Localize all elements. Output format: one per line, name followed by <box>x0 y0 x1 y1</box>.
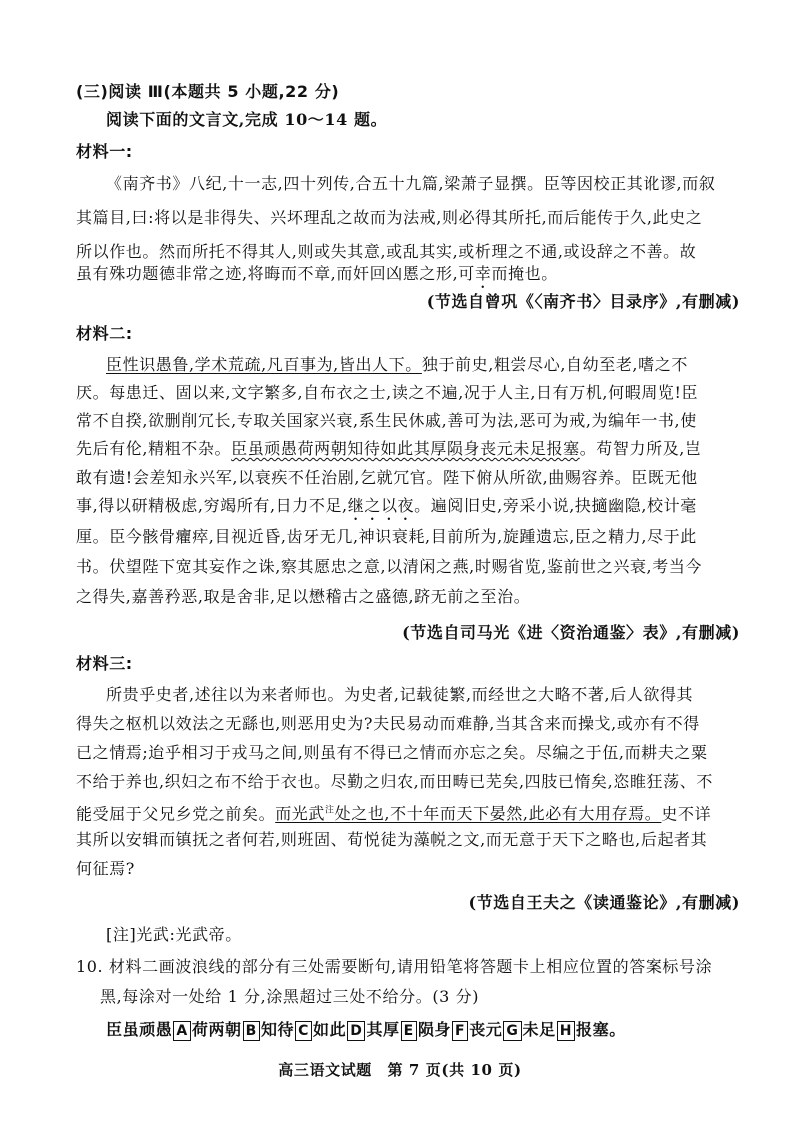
material3-line-2: 得失之枢机以效法之无繇也,则恶用史为?夫民易动而难静,当其含来而操戈,或亦有不得 <box>76 714 700 733</box>
material2-line-4 <box>76 437 702 461</box>
material2-line-6 <box>76 494 697 524</box>
material2-line-3: 常不自揆,欲删削冗长,专取关国家兴衰,系生民休戚,善可为法,恶可为戒,为编年一书,使 <box>76 411 697 430</box>
question10-line-1: 10. 材料二画波浪线的部分有三处需要断句,请用铅笔将答题卡上相应位置的答案标号涂 <box>76 957 713 976</box>
page-footer: 高三语文试题 第 7 页(共 10 页) <box>278 1061 522 1079</box>
segment: 未足 <box>522 1020 556 1039</box>
text-span: 虽有殊功题德非常之迹,将晦而不章,而奸回凶慝之形,可 <box>76 264 475 283</box>
material1-label: 材料一: <box>76 142 133 161</box>
answer-box-f[interactable]: F <box>452 1021 468 1041</box>
material2-line-7: 厘。臣今骸骨癯瘁,目视近昏,齿牙无几,神识衰耗,目前所为,旋踵遗忘,臣之精力,尽于此 <box>76 527 697 546</box>
footnote-mark: 注 <box>325 806 335 816</box>
material3-line-1: 所贵乎史者,述往以为来者师也。为史者,记载徒繁,而经世之大略不著,后人欲得其 <box>106 685 694 704</box>
material2-label: 材料二: <box>76 324 133 343</box>
material3-line-7: 何征焉? <box>76 859 135 878</box>
material2-line-5: 敢有遗!会差知永兴军,以衰疾不任治剧,乞就冗官。陛下俯从所欲,曲赐容养。臣既无他 <box>76 468 698 487</box>
material1-line-1: 《南齐书》八纪,十一志,四十列传,合五十九篇,梁萧子显撰。臣等因校正其讹谬,而叙 <box>106 174 716 193</box>
segment: 荷两朝 <box>191 1020 242 1039</box>
text-span: 史不详 <box>661 804 712 824</box>
segment: 报塞。 <box>576 1020 626 1039</box>
material2-line-2: 厌。每患迁、固以来,文字繁多,自布衣之士,读之不遍,况于人主,日有万机,何暇周览!臣 <box>76 383 699 402</box>
text-span: 能受屈于父兄乡党之前矣。 <box>76 804 276 824</box>
material3-source: (节选自王夫之《读通鉴论》,有删减) <box>468 893 740 912</box>
text-span: 先后有伦,精粗不杂。 <box>76 439 232 458</box>
question10-line-2: 黑,每涂对一处给 1 分,涂黑超过三处不给分。(3 分) <box>100 987 480 1006</box>
text-span: 。苟智力所及,岂 <box>579 439 702 458</box>
segment: 如此 <box>313 1020 347 1039</box>
material3-line-5 <box>76 799 711 826</box>
answer-box-g[interactable]: G <box>503 1021 521 1041</box>
text-span: 而掩也。 <box>491 264 558 283</box>
segment: 臣虽顽愚 <box>106 1020 173 1039</box>
question10-options <box>106 1018 626 1042</box>
segment: 丧元 <box>469 1020 503 1039</box>
text-span: 处之也,不十年而天下晏然,此必有大用存焉。 <box>334 804 662 824</box>
segment: 陨身 <box>417 1020 452 1039</box>
material1-line-3: 所以作也。然而所托不得其人,则或失其意,或乱其实,或析理之不通,或设辞之不善。故 <box>76 242 697 261</box>
underlined-sentence: 臣性识愚鲁,学术荒疏,凡百事为,皆出人下。 <box>106 355 422 374</box>
material3-line-6: 其所以安辑而镇抚之者何若,则班固、荀悦徒为藻帨之文,而无意于天下之略也,后起者其 <box>76 830 708 849</box>
answer-box-d[interactable]: D <box>347 1021 365 1041</box>
text-span: 独于前史,粗尝尽心,自幼至老,嗜之不 <box>421 355 688 374</box>
material3-line-4: 不给于养也,织妇之布不给于衣也。尽勤之归农,而田畴已芜矣,四肢已惰矣,恣睢狂荡、不 <box>76 772 713 791</box>
text-span: 。遍阅旧史,旁采小说,抉擿幽隐,校计毫 <box>414 496 697 515</box>
answer-box-a[interactable]: A <box>173 1021 190 1041</box>
material3-line-3: 已之情焉;迨乎相习于戎马之间,则虽有不得已之情而亦忘之矣。尽编之于伍,而耕夫之粟 <box>76 743 708 762</box>
wavy-underlined-passage: 臣虽顽愚荷两朝知待如此其厚陨身丧元未足报塞 <box>231 439 580 458</box>
material1-line-2: 其篇目,曰:将以是非得失、兴坏理乱之故而为法戒,则必得其所托,而后能传于久,此史之 <box>76 208 703 227</box>
answer-box-e[interactable]: E <box>401 1021 417 1041</box>
material2-line-9: 之得失,嘉善矜恶,取是舍非,足以懋稽古之盛德,跻无前之至治。 <box>76 587 531 606</box>
segment: 其厚 <box>366 1020 400 1039</box>
segment: 知待 <box>260 1020 295 1039</box>
text-span: 而光武 <box>275 804 326 824</box>
material1-line-4 <box>76 262 558 292</box>
text-span: 事,得以研精极虑,穷竭所有,日力不足, <box>76 496 348 515</box>
material3-note: [注]光武:光武帝。 <box>106 925 242 944</box>
answer-box-b[interactable]: B <box>243 1021 260 1041</box>
emphasis-dot-phrase: 继之以夜 <box>347 496 415 515</box>
material2-line-8: 书。伏望陛下宽其妄作之诛,察其愿忠之意,以清闲之燕,时赐省览,鉴前世之兴衰,考当今 <box>76 557 703 576</box>
underlined-sentence <box>275 804 661 823</box>
section-instruction: 阅读下面的文言文,完成 10～14 题。 <box>106 110 388 129</box>
answer-box-h[interactable]: H <box>557 1021 575 1041</box>
answer-box-c[interactable]: C <box>295 1021 312 1041</box>
section-heading: (三)阅读 Ⅲ(本题共 5 小题,22 分) <box>76 82 340 101</box>
material1-source: (节选自曾巩《〈南齐书〉目录序》,有删减) <box>426 292 740 311</box>
material2-line-1 <box>106 353 688 377</box>
material3-label: 材料三: <box>76 654 133 673</box>
emphasis-dot-char: 幸 <box>474 264 492 283</box>
material2-source: (节选自司马光《进〈资治通鉴〉表》,有删减) <box>402 623 740 642</box>
